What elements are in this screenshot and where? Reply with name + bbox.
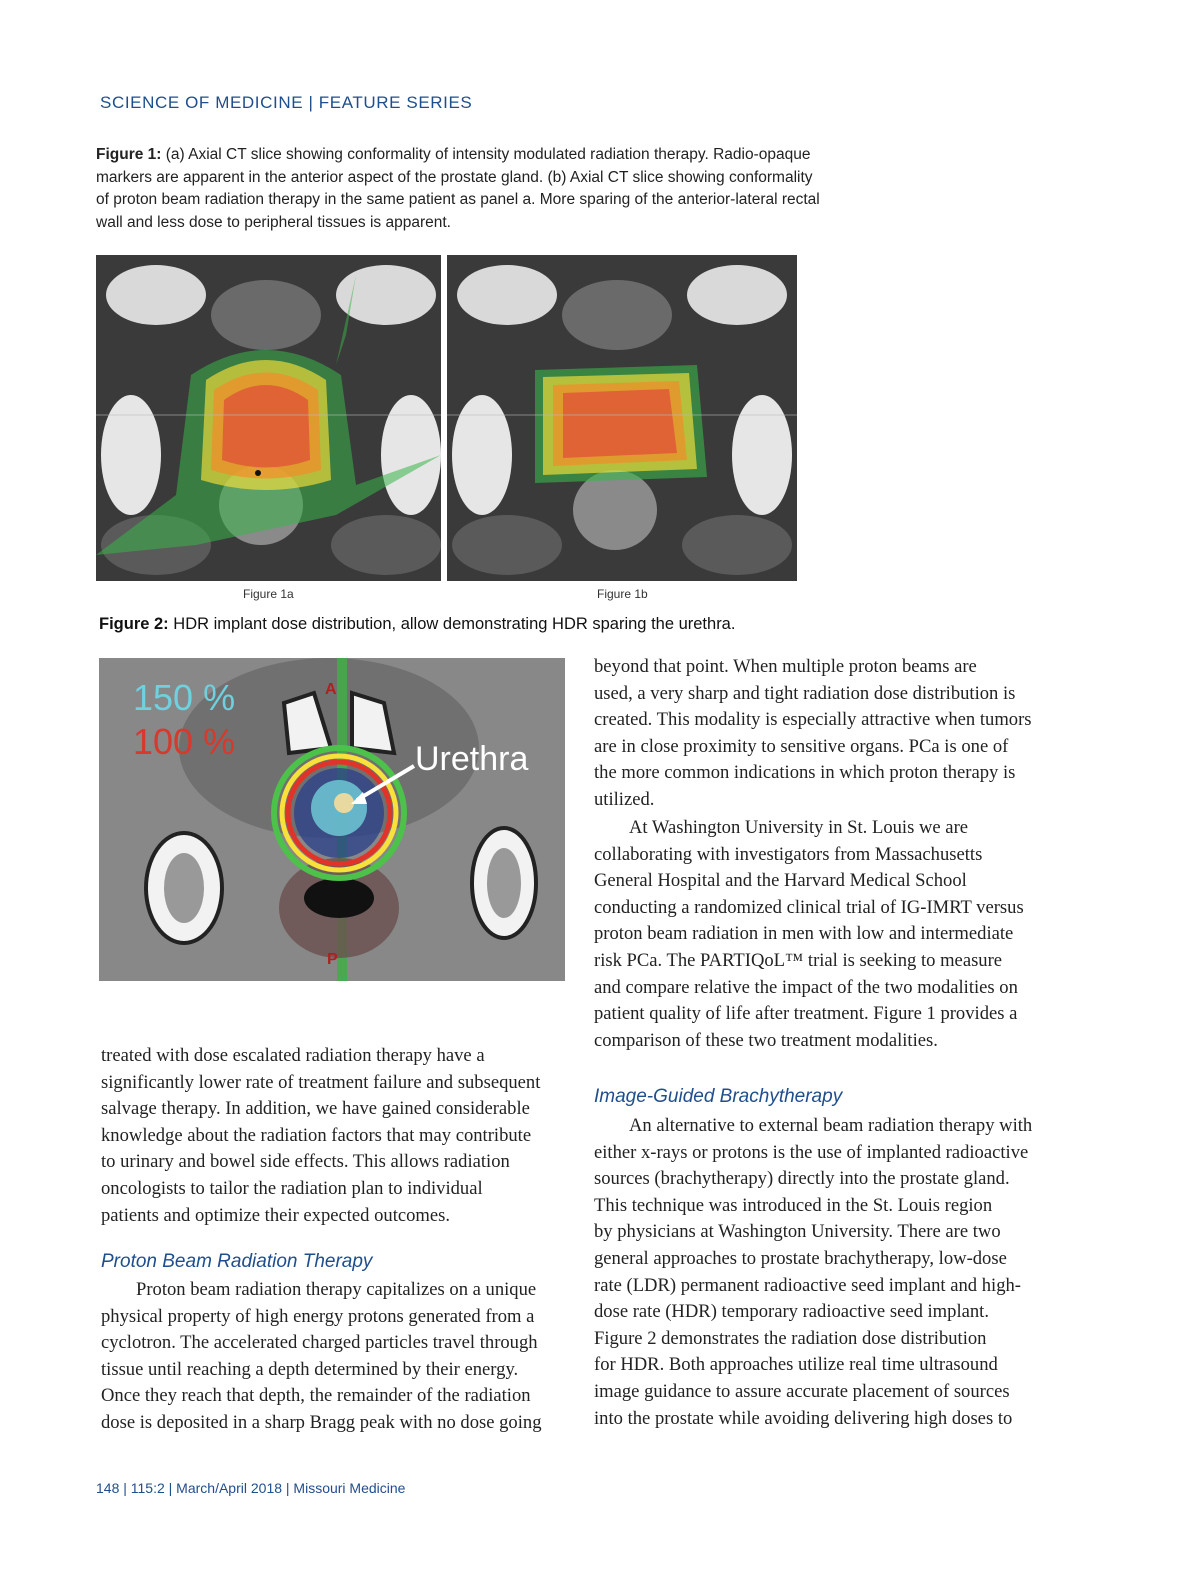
- left-column-para1: [101, 1043, 540, 1229]
- text-line: utilized.: [594, 788, 655, 810]
- text-line: knowledge about the radiation factors that may contribute: [101, 1124, 532, 1146]
- text-line: image guidance to assure accurate placement of sources: [594, 1380, 1010, 1402]
- page-footer: 148 | 115:2 | March/April 2018 | Missouri Medicine: [96, 1480, 406, 1496]
- text-line: At Washington University in St. Louis we are: [629, 817, 969, 838]
- section-heading-brachytherapy: Image-Guided Brachytherapy: [594, 1086, 843, 1107]
- figure2-urethra-label: Urethra: [415, 740, 529, 778]
- text-line: are in close proximity to sensitive organs. PCa is one of: [594, 735, 1009, 757]
- text-line: Proton beam radiation therapy capitalizes on a unique: [136, 1279, 537, 1300]
- figure2-legend-100: 100 %: [133, 721, 236, 762]
- text-line: oncologists to tailor the radiation plan to individual: [101, 1177, 483, 1199]
- text-line: for HDR. Both approaches utilize real time ultrasound: [594, 1354, 998, 1376]
- figure2-caption: [99, 615, 735, 634]
- text-line: salvage therapy. In addition, we have gained considerable: [101, 1098, 530, 1120]
- text-line: into the prostate while avoiding delivering high doses to: [594, 1407, 1013, 1429]
- figure1b-image: [447, 255, 797, 581]
- text-line: patient quality of life after treatment. Figure 1 provides a: [594, 1003, 1018, 1025]
- text-line: rate (LDR) permanent radioactive seed implant and high-: [594, 1274, 1021, 1296]
- figure2-caption-text: HDR implant dose distribution, allow demonstrating HDR sparing the urethra.: [168, 615, 736, 633]
- figure1-label: Figure 1:: [96, 146, 162, 163]
- text-line: dose rate (HDR) temporary radioactive seed implant.: [594, 1301, 989, 1323]
- text-line: tissue until reaching a depth determined by their energy.: [101, 1358, 519, 1380]
- text-line: by physicians at Washington University. There are two: [594, 1221, 1001, 1243]
- text-line: used, a very sharp and tight radiation dose distribution is: [594, 682, 1016, 704]
- text-line: the more common indications in which proton therapy is: [594, 762, 1016, 784]
- text-line: This technique was introduced in the St. Louis region: [594, 1194, 993, 1216]
- text-line: An alternative to external beam radiation therapy with: [629, 1115, 1033, 1136]
- figure1-caption: [96, 144, 826, 235]
- text-line: cyclotron. The accelerated charged particles travel through: [101, 1332, 538, 1354]
- figure2-marker-a: A: [325, 681, 337, 698]
- figure2-marker-p: P: [327, 951, 338, 968]
- text-line: proton beam radiation in men with low and intermediate: [594, 923, 1014, 945]
- text-line: significantly lower rate of treatment failure and subsequent: [101, 1071, 541, 1093]
- right-column-para1: [594, 654, 1032, 814]
- text-line: treated with dose escalated radiation therapy have a: [101, 1045, 485, 1066]
- text-line: comparison of these two treatment modalities.: [594, 1029, 938, 1051]
- figure1a-label: Figure 1a: [243, 587, 294, 601]
- text-line: general approaches to prostate brachytherapy, low-dose: [594, 1247, 1007, 1269]
- text-line: Figure 2 demonstrates the radiation dose distribution: [594, 1327, 987, 1349]
- text-line: sources (brachytherapy) directly into the prostate gland.: [594, 1168, 1010, 1190]
- text-line: to urinary and bowel side effects. This allows radiation: [101, 1151, 510, 1173]
- right-column-para2: [594, 815, 1024, 1054]
- text-line: and compare relative the impact of the two modalities on: [594, 976, 1018, 998]
- figure2-label: Figure 2:: [99, 615, 169, 633]
- left-column-para2: [101, 1277, 542, 1437]
- text-line: beyond that point. When multiple proton beams are: [594, 656, 977, 677]
- text-line: created. This modality is especially attractive when tumors: [594, 709, 1032, 731]
- text-line: physical property of high energy protons generated from a: [101, 1305, 535, 1327]
- text-line: dose is deposited in a sharp Bragg peak with no dose going: [101, 1411, 542, 1433]
- text-line: patients and optimize their expected outcomes.: [101, 1204, 451, 1226]
- figure1a-image: [96, 255, 441, 581]
- text-line: either x-rays or protons is the use of implanted radioactive: [594, 1141, 1029, 1163]
- figure2-legend-150: 150 %: [133, 677, 236, 718]
- right-column-para3: [594, 1113, 1032, 1432]
- section-heading-proton: Proton Beam Radiation Therapy: [101, 1251, 373, 1272]
- figure1-caption-text: (a) Axial CT slice showing conformality of intensity modulated radiation therapy. Radio-opaque markers are apparent in the anterior aspect of the prostate gland. (b) Axial CT slice showing conformality of proton beam radiation therapy in the same patient as panel a. More sparing of the anterior-lateral rectal wall and less dose to peripheral tissues is apparent.: [96, 146, 820, 232]
- text-line: conducting a randomized clinical trial of IG-IMRT versus: [594, 896, 1024, 918]
- series-header: SCIENCE OF MEDICINE | FEATURE SERIES: [100, 93, 473, 112]
- figure2-image: [99, 658, 565, 981]
- text-line: collaborating with investigators from Massachusetts: [594, 843, 983, 865]
- text-line: General Hospital and the Harvard Medical School: [594, 870, 967, 892]
- text-line: Once they reach that depth, the remainder of the radiation: [101, 1385, 531, 1407]
- text-line: risk PCa. The PARTIQoL™ trial is seeking to measure: [594, 949, 1003, 971]
- figure1b-label: Figure 1b: [597, 587, 648, 601]
